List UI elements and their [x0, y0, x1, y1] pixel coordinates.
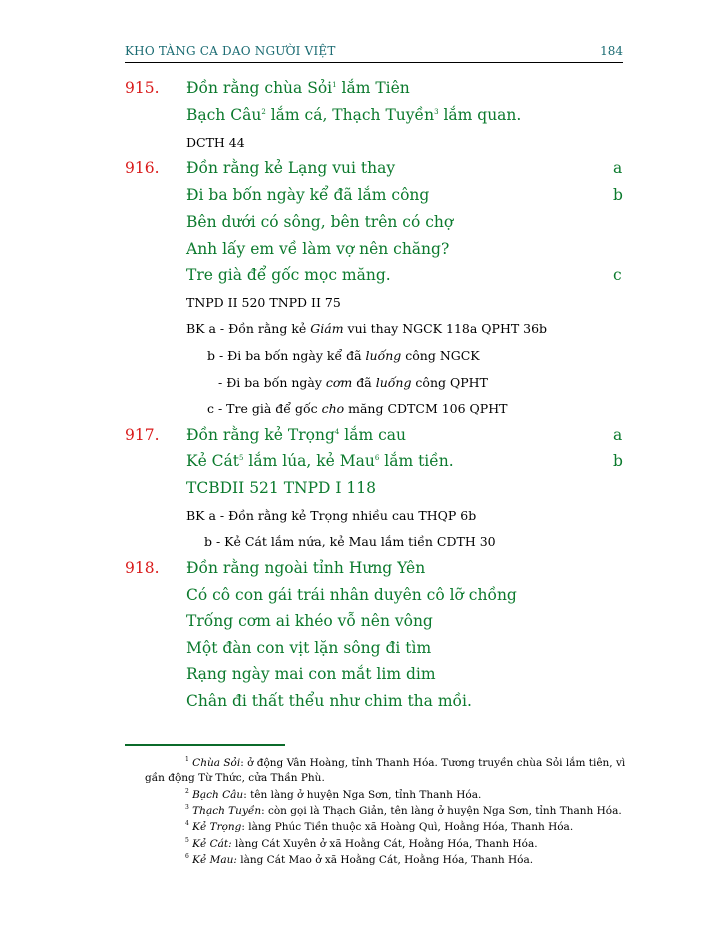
source-citation: TCBDII 521 TNPD I 118 [186, 479, 377, 497]
footnote-ref: 4 [334, 428, 340, 436]
verse-line: Đồn rằng kẻ Lạng vui thay [186, 159, 396, 177]
verse-line: Đồn rằng kẻ Trọng$^4$ lắm cau [186, 426, 406, 444]
entry-number: 916. [125, 159, 160, 177]
footnote-ref: 2 [261, 108, 266, 116]
footnote-continuation: gần động Từ Thức, cửa Thần Phù. [145, 772, 325, 784]
footnote: $^1$ Chùa Sỏi: ở động Vân Hoàng, tỉnh Thanh Hóa. Tương truyền chùa Sỏi lắm tiên, vì [185, 756, 626, 769]
variant-line: BK a - Đồn rằng kẻ Giám vui thay NGCK 118a QPHT 36b [186, 321, 548, 336]
verse-line: Một đàn con vịt lặn sông đi tìm [186, 639, 432, 657]
footnote-divider [125, 744, 285, 746]
footnote: $^6$ Kẻ Mau: làng Cát Mao ở xã Hoằng Cát, Hoằng Hóa, Thanh Hóa. [185, 853, 534, 866]
footnote: $^4$ Kẻ Trọng: làng Phúc Tiền thuộc xã Hoàng Quì, Hoằng Hóa, Thanh Hóa. [185, 820, 574, 833]
variant-line: c - Tre già để gốc cho măng CDTCM 106 QPHT [207, 401, 508, 416]
verse-line: Bên dưới có sông, bên trên có chợ [186, 213, 454, 231]
footnote-ref: 3 [434, 108, 439, 116]
verse-line: Kẻ Cát$^5$ lắm lúa, kẻ Mau$^6$ lắm tiền. [186, 452, 454, 470]
variant-line: - Đi ba bốn ngày cơm đã luống công QPHT [218, 375, 488, 390]
verse-line: Bạch Câu$^2$ lắm cá, Thạch Tuyền$^3$ lắm quan. [186, 106, 522, 124]
source-citation: DCTH 44 [186, 135, 245, 150]
source-citation: TNPD II 520 TNPD II 75 [186, 295, 341, 310]
entry-number: 917. [125, 426, 160, 444]
verse-line: Tre già để gốc mọc măng. [186, 266, 391, 284]
entry-number: 915. [125, 79, 160, 97]
book-title: KHO TÀNG CA DAO NGƯỜI VIỆT [125, 44, 336, 58]
footnote-ref: 6 [374, 454, 380, 462]
variant-line: b - Kẻ Cát lắm nứa, kẻ Mau lắm tiền CDTH 30 [204, 534, 496, 549]
footnote: $^3$ Thạch Tuyền: còn gọi là Thạch Giản, tên làng ở huyện Nga Sơn, tỉnh Thanh Hóa. [185, 804, 622, 817]
running-header [125, 44, 623, 63]
footnote-ref: 1 [332, 81, 337, 89]
verse-line: Trống cơm ai khéo vỗ nên vông [186, 612, 433, 630]
variant-line: b - Đi ba bốn ngày kể đã luống công NGCK [207, 348, 480, 363]
verse-line: Đi ba bốn ngày kể đã lắm công [186, 186, 430, 204]
page-number: 184 [600, 44, 623, 58]
footnote-ref: 5 [239, 454, 244, 462]
verse-line: Có cô con gái trái nhân duyên cô lỡ chồng [186, 586, 517, 604]
line-marker: b [613, 186, 623, 204]
line-marker: b [613, 452, 623, 470]
entry-number: 918. [125, 559, 160, 577]
variant-line: BK a - Đồn rằng kẻ Trọng nhiều cau THQP 6b [186, 508, 477, 523]
verse-line: Anh lấy em về làm vợ nên chăng? [186, 240, 450, 258]
line-marker: a [613, 426, 623, 444]
footnote: $^5$ Kẻ Cát: làng Cát Xuyên ở xã Hoằng Cát, Hoằng Hóa, Thanh Hóa. [185, 837, 538, 850]
line-marker: a [613, 159, 623, 177]
line-marker: c [613, 266, 622, 284]
verse-line: Đồn rằng ngoài tỉnh Hưng Yên [186, 559, 426, 577]
verse-line: Rạng ngày mai con mắt lim dim [186, 665, 436, 683]
verse-line: Chân đi thất thểu như chim tha mồi. [186, 692, 472, 710]
verse-line: Đồn rằng chùa Sỏi$^1$ lắm Tiên [186, 79, 410, 97]
footnote: $^2$ Bạch Câu: tên làng ở huyện Nga Sơn, tỉnh Thanh Hóa. [185, 788, 482, 801]
